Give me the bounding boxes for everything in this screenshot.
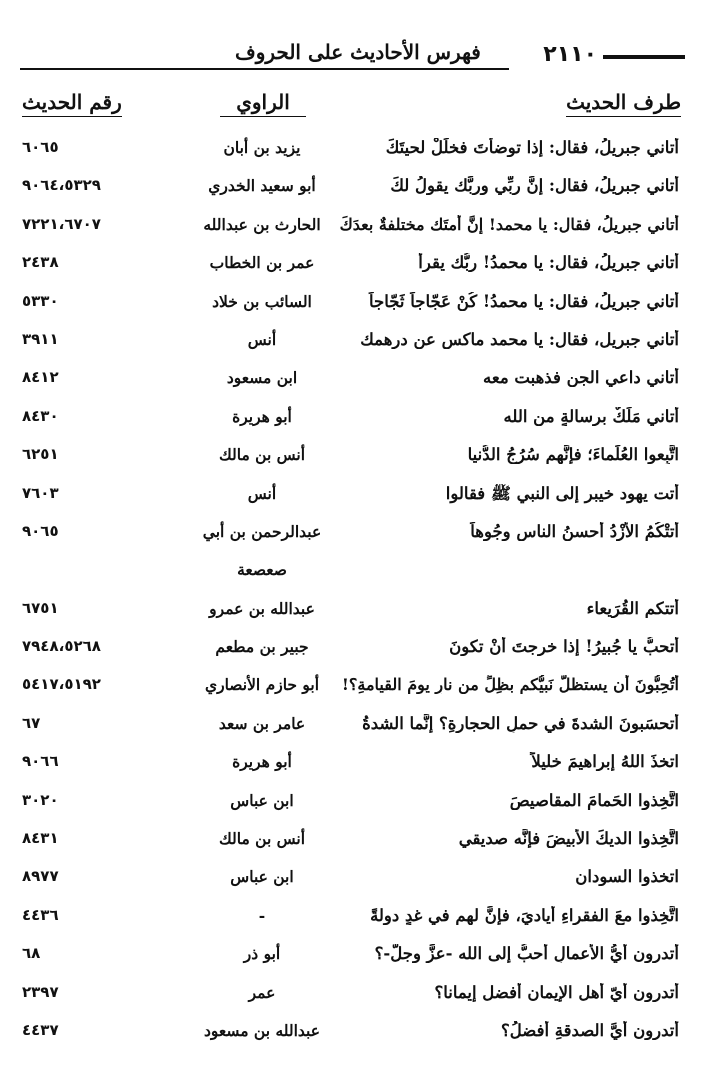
hadith-number: ٤٤٣٧ (22, 1020, 59, 1039)
index-row (22, 785, 679, 823)
hadith-number: ٣٠٢٠ (22, 790, 59, 809)
hadith-index-list (22, 132, 679, 1053)
narrator-name: أنس بن مالك (218, 829, 306, 849)
hadith-start-text: أتاني جبريلُ، فقال: يا محمد! إنَّ أمتَك مختلفةٌ بعدَكَ (339, 214, 679, 234)
index-row (22, 170, 679, 208)
hadith-number: ٤٤٣٦ (22, 905, 59, 924)
narrator-name: أبو هريرة (232, 406, 292, 426)
hadith-number: ٣٩١١ (22, 329, 59, 348)
hadith-number: ٦٢٥١ (22, 445, 59, 464)
hadith-start-text: أتتكم القُرَيعاء (586, 598, 679, 618)
narrator-name: ابن عباس (230, 867, 294, 887)
hadith-number: ٨٤١٢ (22, 368, 59, 387)
hadith-start-text: أتاني جبريلُ، فقال: يا محمدُ! ربُّك يقرأُ (418, 253, 679, 273)
column-headings (22, 90, 681, 126)
header-rule (20, 68, 509, 70)
index-row (22, 708, 679, 746)
hadith-start-text: أتت يهود خيبر إلى النبي ﷺ فقالوا (445, 483, 679, 503)
hadith-number: ٢٤٣٨ (22, 253, 59, 272)
index-row (22, 401, 679, 439)
narrator-name: أبو ذر (243, 944, 281, 964)
narrator-name: أبو حازم الأنصاري (204, 675, 320, 695)
hadith-number: ٧٩٤٨،٥٢٦٨ (22, 637, 101, 656)
hadith-number: ٩٠٦٤،٥٣٢٩ (22, 176, 101, 195)
narrator-name: عبدالرحمن بن أبي (202, 521, 322, 541)
narrator-name: عامر بن سعد (218, 713, 306, 733)
hadith-start-text: أتحسَبونَ الشدةَ في حملِ الحجارةِ؟ إنَّما الشدةُ (362, 713, 679, 733)
narrator-name: عمر (248, 982, 276, 1002)
page-number-dash (603, 55, 685, 59)
narrator-name: ابن عباس (230, 790, 294, 810)
narrator-name: جبير بن مطعم (215, 637, 309, 657)
index-row (22, 631, 679, 669)
hadith-start-text: أتاني جبريلُ، فقال: إنَّ ربِّي وربَّك يقولُ لكَ (390, 176, 679, 196)
index-row (22, 286, 679, 324)
hadith-start-text: أتدرون أيّ أهل الإيمان أفضل إيمانا؟ (434, 982, 679, 1002)
narrator-name: أنس (247, 329, 277, 349)
narrator-name: ابن مسعود (226, 368, 298, 388)
index-row (22, 669, 679, 707)
hadith-number: ٩٠٦٦ (22, 752, 59, 771)
hadith-number: ٥٣٣٠ (22, 291, 59, 310)
hadith-number: ٦٧ (22, 713, 41, 732)
narrator-name: عبدالله بن عمرو (209, 598, 315, 618)
hadith-start-text: أتحبُّ يا جُبيرُ! إذا خرجتَ أنْ تكونَ (449, 637, 679, 657)
hadith-number: ٦٨ (22, 944, 41, 963)
hadith-number: ٩٠٦٥ (22, 521, 59, 540)
index-row (22, 516, 679, 554)
index-row (22, 132, 679, 170)
index-row (22, 209, 679, 247)
column-heading-hadith-start: طرف الحديث (566, 90, 681, 117)
narrator-name: الحارث بن عبدالله (203, 214, 321, 234)
hadith-number: ٢٣٩٧ (22, 982, 59, 1001)
index-row (22, 861, 679, 899)
index-row (22, 247, 679, 285)
narrator-name: أنس بن مالك (218, 445, 306, 465)
hadith-start-text: اتَّخِذوا الديكَ الأبيضَ فإنَّه صديقي (458, 829, 679, 849)
column-heading-narrator: الراوي (220, 90, 306, 117)
running-header (20, 36, 685, 76)
index-row (22, 900, 679, 938)
hadith-number: ٨٤٣١ (22, 829, 59, 848)
hadith-number: ٦٠٦٥ (22, 138, 59, 156)
index-row (22, 478, 679, 516)
narrator-name: أبو هريرة (232, 752, 292, 772)
running-title: فهرس الأحاديث على الحروف (235, 40, 481, 64)
page-number: ٢١١٠ (543, 42, 597, 67)
index-row (22, 554, 679, 592)
hadith-start-text: أتاني داعي الجن فذهبت معه (483, 368, 679, 388)
index-row (22, 439, 679, 477)
hadith-number: ٨٤٣٠ (22, 406, 59, 425)
index-row (22, 324, 679, 362)
narrator-name: صعصعة (237, 560, 287, 580)
hadith-start-text: أتدرون أيَّ الصدقةِ أفضلُ؟ (501, 1020, 679, 1040)
index-row (22, 746, 679, 784)
index-row (22, 593, 679, 631)
column-heading-hadith-number: رقم الحديث (22, 90, 122, 117)
narrator-name: عبدالله بن مسعود (204, 1020, 320, 1040)
hadith-number: ٨٩٧٧ (22, 867, 59, 886)
hadith-start-text: أتدرون أيُّ الأعمالِ أحبُّ إلى الله -عزَّ وجلَّ-؟ (374, 944, 679, 964)
hadith-start-text: أتاني جبريلُ، فقال: إذا توضأتَ فخلِّلْ لحيتَكَ (385, 138, 679, 157)
narrator-name: - (258, 905, 266, 925)
hadith-start-text: أتُحِبُّونَ أن يستظلَّ نَبيُّكم بظِلٍّ من نارٍ يومَ القيامةِ؟! (341, 675, 679, 695)
narrator-name: يزيد بن أبان (223, 138, 301, 157)
hadith-start-text: أتاني مَلَكٌ برسالةٍ من الله (503, 406, 679, 426)
hadith-start-text: اتخذَ اللهُ إبراهيمَ خليلاً (531, 752, 679, 772)
narrator-name: أبو سعيد الخدري (208, 176, 316, 196)
narrator-name: عمر بن الخطاب (209, 253, 315, 273)
index-row (22, 938, 679, 976)
narrator-name: أنس (247, 483, 277, 503)
hadith-start-text: أتاني جبريلُ، فقال: يا محمدُ! كُنْ عَجّاجاً ثَجّاجاً (368, 291, 679, 311)
index-row (22, 823, 679, 861)
hadith-start-text: اتَّخِذوا الحَمامَ المقاصيصَ (509, 790, 679, 810)
hadith-number: ٧٦٠٣ (22, 483, 59, 502)
narrator-name: السائب بن خلاد (212, 291, 312, 311)
hadith-start-text: أتاني جبريل، فقال: يا محمد ماكس عن درهمك (360, 329, 679, 349)
index-row (22, 1015, 679, 1053)
hadith-start-text: أتتْكُمُ الأزْدُ أحسنُ الناسِ وجُوهاً (470, 521, 679, 541)
hadith-start-text: اتَّبِعوا العُلَماءَ؛ فإنَّهم سُرُجُ الدُّنيا (467, 445, 679, 465)
hadith-number: ٧٢٢١،٦٧٠٧ (22, 214, 101, 233)
hadith-number: ٦٧٥١ (22, 598, 59, 617)
hadith-start-text: اتخذوا السودان (575, 867, 679, 887)
index-row (22, 977, 679, 1015)
index-row (22, 362, 679, 400)
hadith-start-text: اتَّخِذوا معَ الفقراءِ أياديَ، فإنَّ لهم في غدٍ دولةً (370, 905, 679, 925)
hadith-number: ٥٤١٧،٥١٩٢ (22, 675, 101, 694)
